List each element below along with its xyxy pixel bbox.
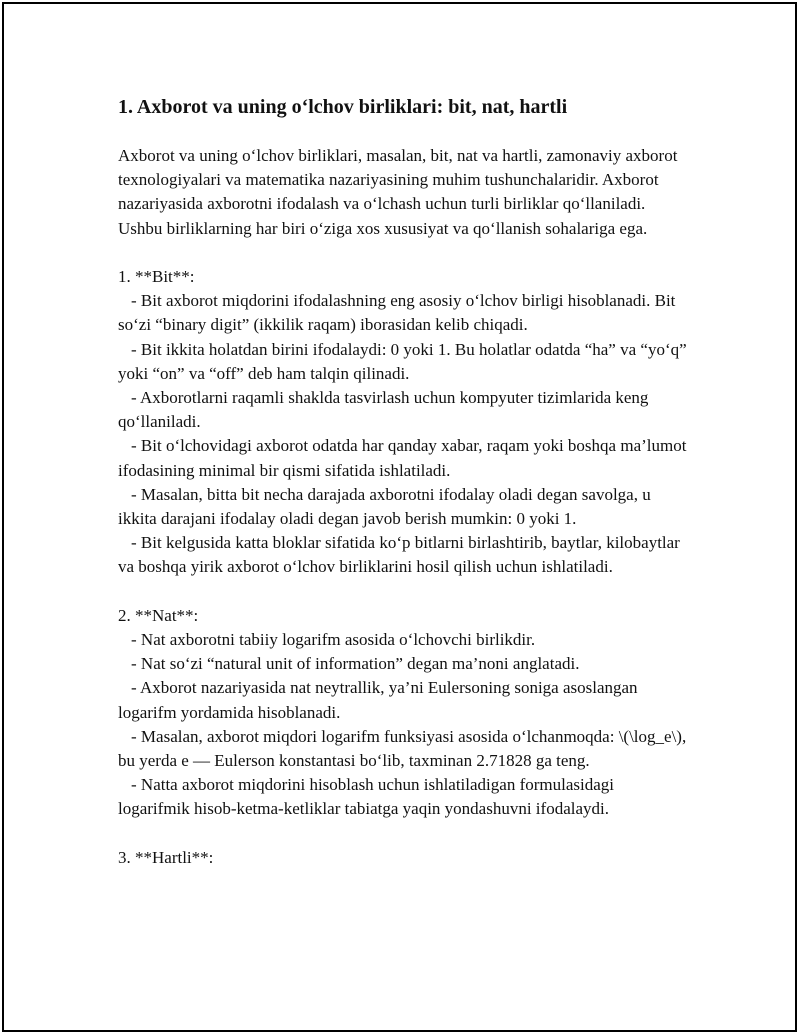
section-hartli [118, 846, 688, 870]
document-title: 1. Axborot va uning oʻlchov birliklari: bit, nat, hartli [118, 96, 568, 118]
list-item: - Bit axborot miqdorini ifodalashning eng asosiy oʻlchov birligi hisoblanadi. Bit soʻzi “binary digit” (ikkilik raqam) iborasidan kelib chiqadi. [118, 291, 676, 335]
list-item: - Bit ikkita holatdan birini ifodalaydi: 0 yoki 1. Bu holatlar odatda “ha” va “yoʻq” yoki “on” va “off” deb ham talqin qilinadi. [118, 339, 687, 383]
list-item: - Nat axborotni tabiiy logarifm asosida oʻlchovchi birlikdir. [131, 630, 536, 650]
list-item: - Axborot nazariyasida nat neytrallik, ya’ni Eulersoning soniga asoslangan logarifm yordamida hisoblanadi. [118, 678, 638, 722]
section-heading-hartli: 3. **Hartli**: [118, 847, 214, 867]
section-heading-nat: 2. **Nat**: [118, 605, 199, 625]
list-item: - Nat soʻzi “natural unit of information” degan ma’noni anglatadi. [131, 654, 580, 674]
section-heading-bit: 1. **Bit**: [118, 267, 195, 286]
document-body [118, 94, 688, 870]
list-item: - Masalan, bitta bit necha darajada axborotni ifodalay oladi degan savolga, u ikkita darajani ifodalay oladi degan javob berish mumkin: 0 yoki 1. [118, 484, 651, 529]
list-item: - Masalan, axborot miqdori logarifm funksiyasi asosida oʻlchanmoqda: \(\log_e\), bu yerda e — Eulerson konstantasi boʻlib, taxminan 2.71828 ga teng. [118, 726, 687, 771]
section-nat [118, 604, 688, 822]
section-bit [118, 265, 688, 580]
list-item: - Bit oʻlchovidagi axborot odatda har qanday xabar, raqam yoki boshqa ma’lumot ifodasining minimal bir qismi sifatida ishlatiladi. [118, 436, 687, 480]
list-item: - Natta axborot miqdorini hisoblash uchun ishlatiladigan formulasidagi logarifmik hisob-ketma-ketliklar tabiatga yaqin yondashuvni ifodalaydi. [118, 775, 614, 819]
intro-paragraph: Axborot va uning oʻlchov birliklari, masalan, bit, nat va hartli, zamonaviy axborot texnologiyalari va matematika nazariyasining muhim tushunchalaridir. Axborot nazariyasida axborotni ifodalash va oʻlchash uchun turli birliklar qoʻllaniladi. Ushbu birliklarning har biri oʻziga xos xususiyat va qoʻllanish sohalariga ega. [118, 146, 682, 238]
list-item: - Axborotlarni raqamli shaklda tasvirlash uchun kompyuter tizimlarida keng qoʻllaniladi. [118, 388, 649, 432]
list-item: - Bit kelgusida katta bloklar sifatida koʻp bitlarni birlashtirib, baytlar, kilobaytlar va boshqa yirik axborot oʻlchov birliklarini hosil qilish uchun ishlatiladi. [118, 533, 680, 577]
